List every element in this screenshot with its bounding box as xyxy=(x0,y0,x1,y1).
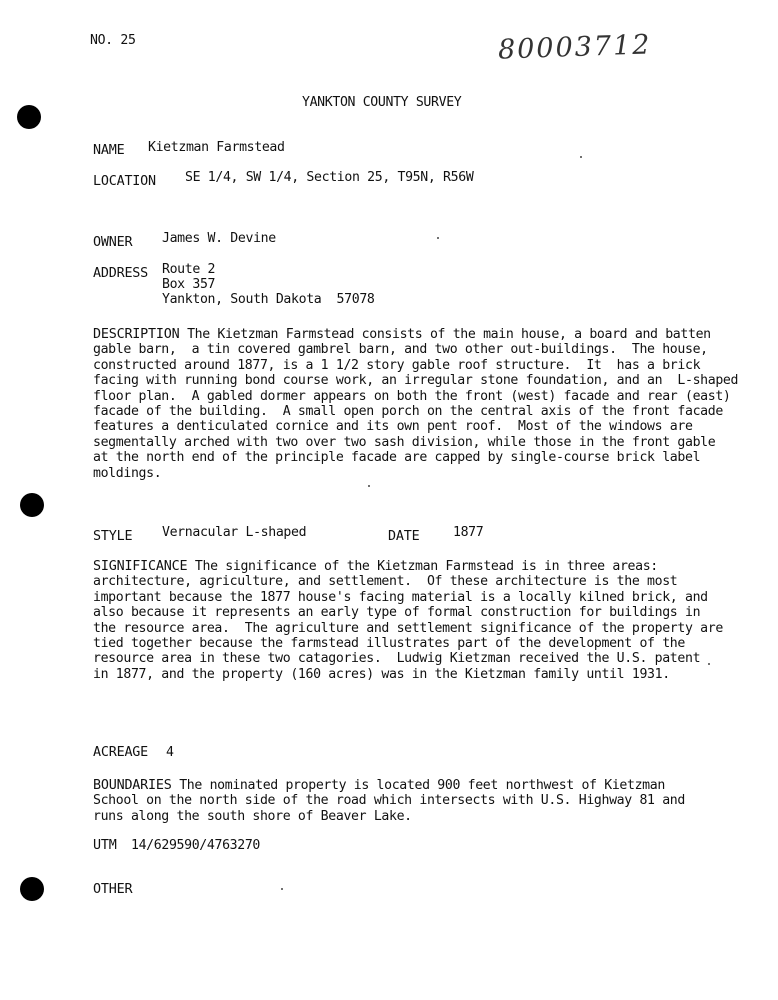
scan-speck xyxy=(580,156,582,158)
description-line: gable barn, a tin covered gambrel barn, and two other out-buildings. The house, xyxy=(93,342,708,358)
significance-line: the resource area. The agriculture and settlement significance of the property are xyxy=(93,620,723,636)
date-value: 1877 xyxy=(453,525,484,540)
significance-line: tied together because the farmstead illustrates part of the development of the xyxy=(93,636,685,652)
address-line: Route 2 xyxy=(162,262,216,277)
description-line: segmentally arched with two over two sash division, while those in the front gable xyxy=(93,434,716,450)
location-label: LOCATION xyxy=(93,174,156,189)
description-label: DESCRIPTION xyxy=(93,327,180,342)
description-line: floor plan. A gabled dormer appears on both the front (west) facade and rear (east) xyxy=(93,388,731,404)
punch-hole-top xyxy=(17,105,41,129)
owner-label: OWNER xyxy=(93,235,133,250)
description-block xyxy=(93,327,739,481)
description-line: moldings. xyxy=(93,465,162,481)
significance-block xyxy=(93,559,733,682)
handwritten-reference-number: 80003712 xyxy=(497,29,652,66)
significance-line: The significance of the Kietzman Farmstead is in three areas: xyxy=(187,559,658,574)
boundaries-line: School on the north side of the road which intersects with U.S. Highway 81 and xyxy=(93,793,685,809)
style-value: Vernacular L-shaped xyxy=(162,525,307,540)
significance-line: also because it represents an early type of formal construction for buildings in xyxy=(93,605,701,621)
boundaries-line: runs along the south shore of Beaver Lake. xyxy=(93,808,412,824)
owner-value: James W. Devine xyxy=(162,231,276,246)
location-value: SE 1/4, SW 1/4, Section 25, T95N, R56W xyxy=(185,170,474,185)
description-line: features a denticulated cornice and its own pent roof. Most of the windows are xyxy=(93,419,693,435)
other-label: OTHER xyxy=(93,882,133,897)
date-label: DATE xyxy=(388,529,420,544)
address-line: Box 357 xyxy=(162,277,216,292)
description-line: at the north end of the principle facade are capped by single-course brick label xyxy=(93,450,701,466)
page-title: YANKTON COUNTY SURVEY xyxy=(302,95,462,110)
scan-speck xyxy=(708,663,710,665)
address-label: ADDRESS xyxy=(93,266,149,281)
name-value: Kietzman Farmstead xyxy=(148,140,285,155)
description-line: facing with running bond course work, an irregular stone foundation, and an L-shaped xyxy=(93,373,739,389)
utm-label: UTM xyxy=(93,838,117,853)
significance-line: architecture, agriculture, and settlement. Of these architecture is the most xyxy=(93,574,678,590)
punch-hole-middle xyxy=(20,493,44,517)
description-line: facade of the building. A small open porch on the central axis of the front facade xyxy=(93,404,723,420)
description-line: The Kietzman Farmstead consists of the main house, a board and batten xyxy=(179,327,711,342)
acreage-value: 4 xyxy=(166,745,174,760)
address-line: Yankton, South Dakota 57078 xyxy=(162,292,375,307)
significance-line: important because the 1877 house's facing material is a locally kilned brick, and xyxy=(93,589,708,605)
boundaries-label: BOUNDARIES xyxy=(93,778,172,793)
significance-line: resource area in these two catagories. Ludwig Kietzman received the U.S. patent xyxy=(93,651,701,667)
significance-label: SIGNIFICANCE xyxy=(93,559,188,574)
acreage-label: ACREAGE xyxy=(93,745,149,760)
boundaries-line: The nominated property is located 900 feet northwest of Kietzman xyxy=(171,778,665,793)
significance-line: in 1877, and the property (160 acres) was in the Kietzman family until 1931. xyxy=(93,666,670,682)
form-number: NO. 25 xyxy=(90,33,136,48)
description-line: constructed around 1877, is a 1 1/2 story gable roof structure. It has a brick xyxy=(93,357,701,373)
punch-hole-bottom xyxy=(20,877,44,901)
name-label: NAME xyxy=(93,143,125,158)
boundaries-block xyxy=(93,778,733,824)
scan-speck xyxy=(368,485,370,487)
utm-value: 14/629590/4763270 xyxy=(131,838,261,853)
scan-speck xyxy=(437,237,439,239)
style-label: STYLE xyxy=(93,529,133,544)
scan-speck xyxy=(281,888,283,890)
